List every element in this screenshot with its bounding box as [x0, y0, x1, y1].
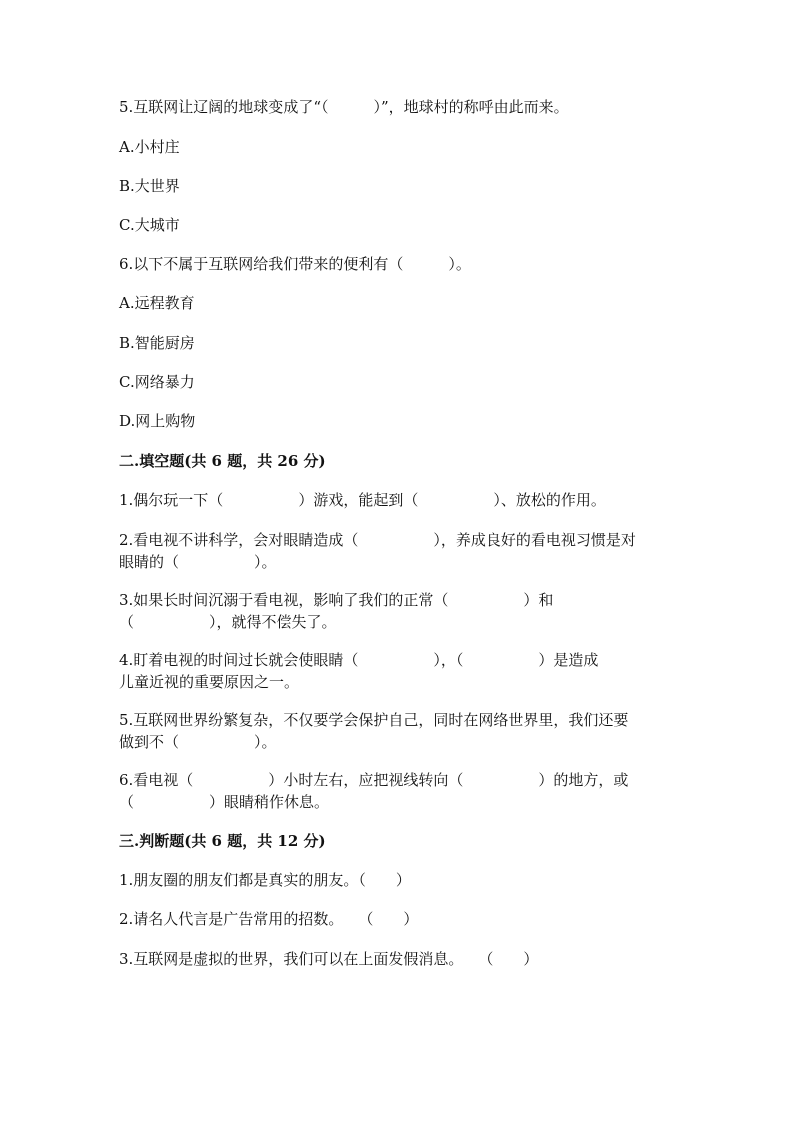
q5-option-a: A.小村庄	[119, 138, 180, 156]
section-judge-heading: 三.判断题(共 6 题，共 12 分)	[119, 832, 326, 850]
q6-option-c: C.网络暴力	[119, 373, 195, 391]
question-6-stem: 6.以下不属于互联网给我们带来的便利有（ ）。	[119, 255, 471, 273]
judge-question-3: 3.互联网是虚拟的世界，我们可以在上面发假消息。 （ ）	[119, 950, 539, 968]
q5-option-b: B.大世界	[119, 177, 180, 195]
fill-question-4-line-1: 4.盯着电视的时间过长就会使眼睛（ ），（ ）是造成	[119, 651, 599, 669]
fill-question-3-line-2: （ ），就得不偿失了。	[119, 613, 337, 631]
q6-option-b: B.智能厨房	[119, 334, 195, 352]
question-5-stem: 5.互联网让辽阔的地球变成了“（ ）”，地球村的称呼由此而来。	[119, 98, 569, 116]
fill-question-6-line-2: （ ）眼睛稍作休息。	[119, 793, 330, 811]
fill-question-1: 1.偶尔玩一下（ ）游戏，能起到（ ）、放松的作用。	[119, 491, 606, 509]
q6-option-a: A.远程教育	[119, 294, 195, 312]
q6-option-d: D.网上购物	[119, 412, 196, 430]
fill-question-4-line-2: 儿童近视的重要原因之一。	[119, 673, 300, 691]
fill-question-2-line-1: 2.看电视不讲科学，会对眼睛造成（ ），养成良好的看电视习惯是对	[119, 531, 636, 549]
judge-question-2: 2.请名人代言是广告常用的招数。 （ ）	[119, 910, 419, 928]
fill-question-3-line-1: 3.如果长时间沉溺于看电视，影响了我们的正常（ ）和	[119, 591, 554, 609]
fill-question-2-line-2: 眼睛的（ ）。	[119, 553, 277, 571]
section-fill-heading: 二.填空题(共 6 题，共 26 分)	[119, 452, 326, 470]
fill-question-6-line-1: 6.看电视（ ）小时左右，应把视线转向（ ）的地方，或	[119, 771, 629, 789]
fill-question-5-line-1: 5.互联网世界纷繁复杂，不仅要学会保护自己，同时在网络世界里，我们还要	[119, 711, 629, 729]
fill-question-5-line-2: 做到不（ ）。	[119, 733, 277, 751]
q5-option-c: C.大城市	[119, 216, 180, 234]
judge-question-1: 1.朋友圈的朋友们都是真实的朋友。（ ）	[119, 871, 411, 889]
